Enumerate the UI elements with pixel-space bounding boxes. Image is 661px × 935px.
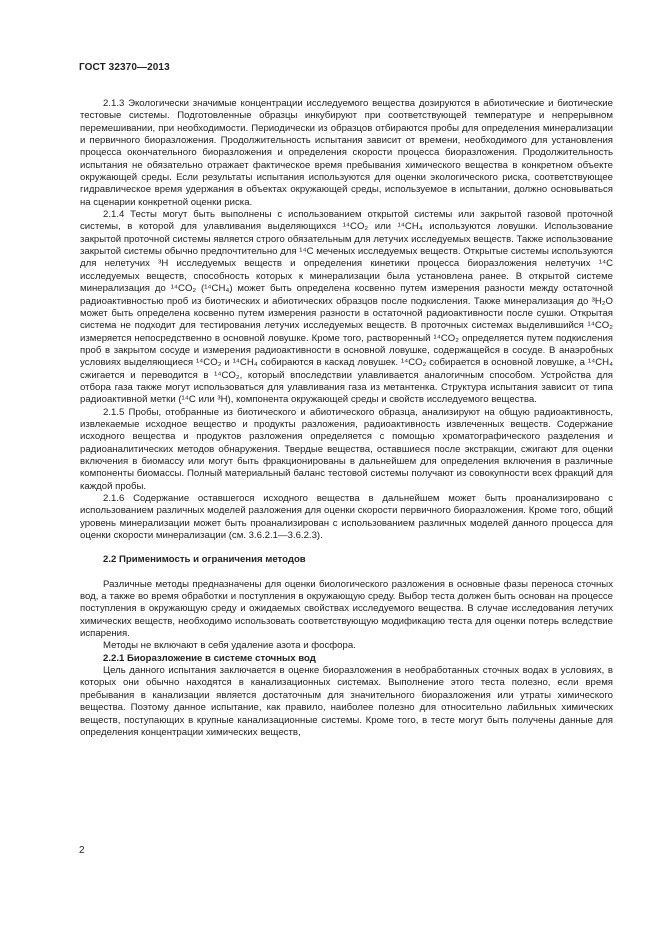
section-heading-2-2: 2.2 Применимость и ограничения методов <box>103 554 306 566</box>
document-body <box>80 98 613 739</box>
document-header: ГОСТ 32370—2013 <box>79 62 170 73</box>
subsection-heading-2-2-1: 2.2.1 Биоразложение в системе сточных вод <box>103 652 316 664</box>
paragraph-2-1-5: 2.1.5 Пробы, отобранные из биотического и абиотического образца, анализируют на общую радиоактивность, извлекаемые исходное вещество и продукты разложения, радиоактивность извлеченных веществ. Содержание исходного вещества и продуктов разложения определяется с помощью хроматографического разделения и радиоаналитических методов обнаружения. Твердые вещества, оставшиеся после экстракции, сжигают для оценки включения в биомассу или могут быть фракционированы в дальнейшем для определения включения в различные компоненты биомассы. Полный материальный баланс тестовой системы получают из совокупности всех фракций для каждой пробы. <box>80 406 613 492</box>
paragraph-2-1-3: 2.1.3 Экологически значимые концентрации исследуемого вещества дозируются в абиотические и биотические тестовые системы. Подготовленные образцы инкубируют при соответствующей температуре и непрерывном перемешивании, при необходимости. Периодически из образцов отбираются пробы для определения минерализации и первичного биоразложения. Продолжительность испытания зависит от времени, необходимого для установления процесса окончательного биоразложения и определения скорости процесса биоразложения. Продолжительность испытания не обязательно отражает фактическое время пребывания химического вещества в конкретном объекте окружающей среды. Если результаты испытания используются для оценки экологического риска, соответствующее гидравлическое время удержания в объектах окружающей среды, используемое в испытании, должно основываться на сценарии конкретной оценки риска. <box>80 98 613 208</box>
paragraph-2-2-1: Цель данного испытания заключается в оценке биоразложения в необработанных сточных водах в условиях, в которых они обычно находятся в канализационных системах. Выполнение этого теста полезно, если время пребывания в канализации является достаточным для значительного биоразложения или утраты химического вещества. Поэтому данное испытание, как правило, наиболее полезно для относительно лабильных химических веществ, поступающих в крупные канализационные системы. Кроме того, в тесте могут быть получены данные для определения концентрации химических веществ, <box>80 665 613 738</box>
paragraph-methods-exclusion: Методы не включают в себя удаление азота и фосфора. <box>103 640 356 652</box>
paragraph-2-1-6: 2.1.6 Содержание оставшегося исходного вещества в дальнейшем может быть проанализировано с использованием различных моделей разложения для оценки скорости первичного биоразложения. Кроме того, общий уровень минерализации может быть проанализирован с использованием различных моделей данного процесса для оценки скорости минерализации (см. 3.6.2.1—3.6.2.3). <box>80 493 613 542</box>
page-number: 2 <box>79 845 85 856</box>
paragraph-methods-purpose: Различные методы предназначены для оценки биологического разложения в основные фазы переноса сточных вод, а также во время обработки и поступления в окружающую среду. Выбор теста должен быть основан на процессе поступления в окружающую среду и ожидаемых свойствах исследуемого вещества. В случае исследования летучих химических веществ, необходимо использовать соответствующую модификацию теста для оценки потерь вследствие испарения. <box>80 578 613 640</box>
paragraph-2-1-4: 2.1.4 Тесты могут быть выполнены с использованием открытой системы или закрытой газовой проточной системы, в которой для улавливания выделяющихся ¹⁴CO₂ или ¹⁴CH₄ используются ловушки. Использование закрытой проточной системы является строго обязательным для летучих исследуемых веществ. Также использование закрытой системы обычно предпочтительно для ¹⁴C меченых исследуемых веществ. Открытые системы используются для нелетучих ³H исследуемых веществ и определения кинетики процесса биоразложения нелетучих ¹⁴C исследуемых веществ, способность которых к минерализации была установлена ранее. В открытой системе минерализация до ¹⁴CO₂ (¹⁴CH₄) может быть определена косвенно путем измерения разности между остаточной радиоактивностью проб из биотических и абиотических образцов после подкисления. Также минерализация до ³H₂O может быть определена косвенно путем измерения разности в остаточной радиоактивности после сушки. Открытая система не подходит для тестирования летучих исследуемых веществ. В проточных системах выделившийся ¹⁴CO₂ измеряется непосредственно в основной ловушке. Кроме того, растворенный ¹⁴CO₂ определяется путем подкисления проб в закрытом сосуде и измерения радиоактивности в основной ловушке, содержащейся в сосуде. В анаэробных условиях выделяющиеся ¹⁴CO₂ и ¹⁴CH₄ собираются в каскад ловушек. ¹⁴CO₂ собирается в основной ловушке, а ¹⁴CH₄ сжигается и переводится в ¹⁴CO₂, который впоследствии улавливается аналогичным способом. Устройства для отбора газа также могут использоваться для улавливания газа из метантенка. Структура испытания зависит от типа радиоактивной метки (¹⁴C или ³H), компонента окружающей среды и свойств исследуемого вещества. <box>80 209 613 406</box>
